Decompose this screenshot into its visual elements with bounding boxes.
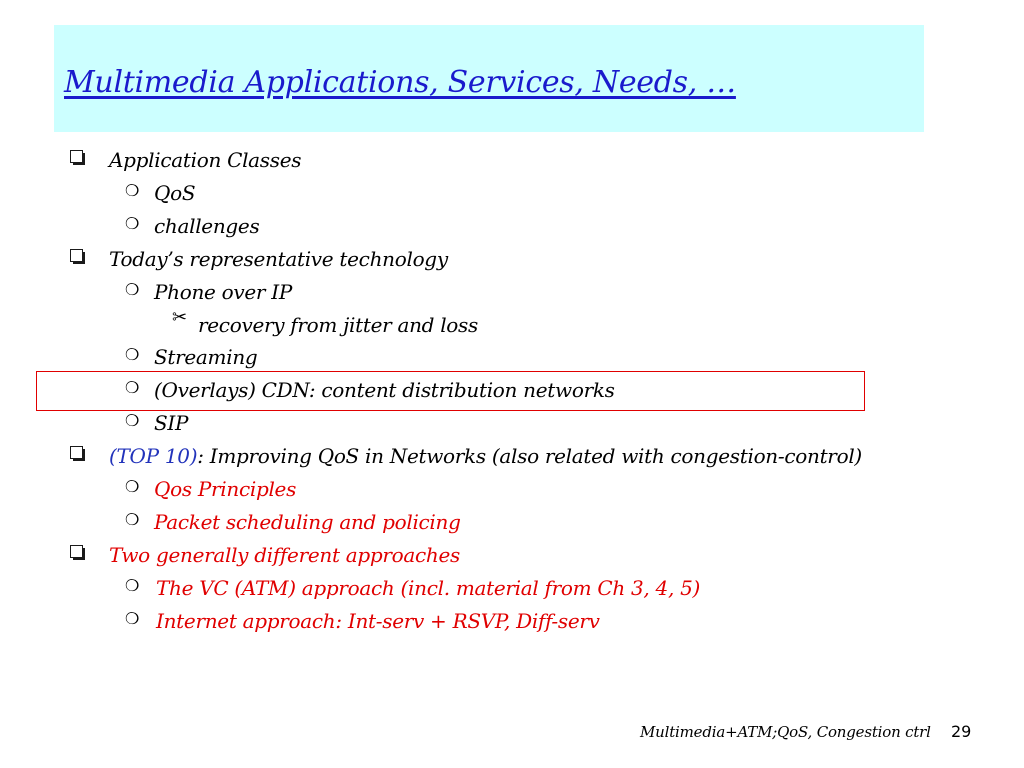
page-number: 29 xyxy=(951,722,972,741)
sub-bullet-sip: SIP xyxy=(154,411,189,435)
circle-bullet-icon: ❍ xyxy=(125,345,140,364)
sub-bullet-vc-atm: The VC (ATM) approach (incl. material from Ch 3, 4, 5) xyxy=(156,576,701,600)
sub-bullet-qos-principles: Qos Principles xyxy=(154,477,297,501)
bullet-two-approaches: Two generally different approaches xyxy=(109,543,460,567)
sub-bullet-packet-scheduling: Packet scheduling and policing xyxy=(154,510,461,534)
circle-bullet-icon: ❍ xyxy=(125,411,140,430)
sub-bullet-internet-approach: Internet approach: Int-serv + RSVP, Diff-serv xyxy=(156,609,600,633)
bullet-representative-technology: Today’s representative technology xyxy=(109,247,448,271)
top10-link[interactable]: (TOP 10) xyxy=(109,444,198,468)
scissors-icon: ✂ xyxy=(172,307,188,328)
square-bullet-icon xyxy=(70,249,86,265)
square-bullet-icon xyxy=(70,545,86,561)
sub-bullet-challenges: challenges xyxy=(154,214,260,238)
circle-bullet-icon: ❍ xyxy=(125,510,140,529)
bullet-top10-qos xyxy=(109,441,862,471)
circle-bullet-icon: ❍ xyxy=(125,576,140,595)
sub-bullet-streaming: Streaming xyxy=(154,345,258,369)
square-bullet-icon xyxy=(70,150,86,166)
circle-bullet-icon: ❍ xyxy=(125,280,140,299)
sub-sub-bullet-jitter-loss: recovery from jitter and loss xyxy=(198,313,478,337)
circle-bullet-icon: ❍ xyxy=(125,477,140,496)
top10-text: : Improving QoS in Networks (also related with congestion-control) xyxy=(197,444,862,468)
sub-bullet-cdn: (Overlays) CDN: content distribution networks xyxy=(154,378,615,402)
sub-bullet-phone-over-ip: Phone over IP xyxy=(154,280,293,304)
slide-footer: Multimedia+ATM;QoS, Congestion ctrl xyxy=(640,723,931,741)
title-box xyxy=(54,25,924,132)
circle-bullet-icon: ❍ xyxy=(125,378,140,397)
circle-bullet-icon: ❍ xyxy=(125,609,140,628)
slide-title: Multimedia Applications, Services, Needs, … xyxy=(64,65,736,100)
square-bullet-icon xyxy=(70,446,86,462)
circle-bullet-icon: ❍ xyxy=(125,214,140,233)
bullet-application-classes: Application Classes xyxy=(109,148,302,172)
circle-bullet-icon: ❍ xyxy=(125,181,140,200)
sub-bullet-qos: QoS xyxy=(154,181,196,205)
